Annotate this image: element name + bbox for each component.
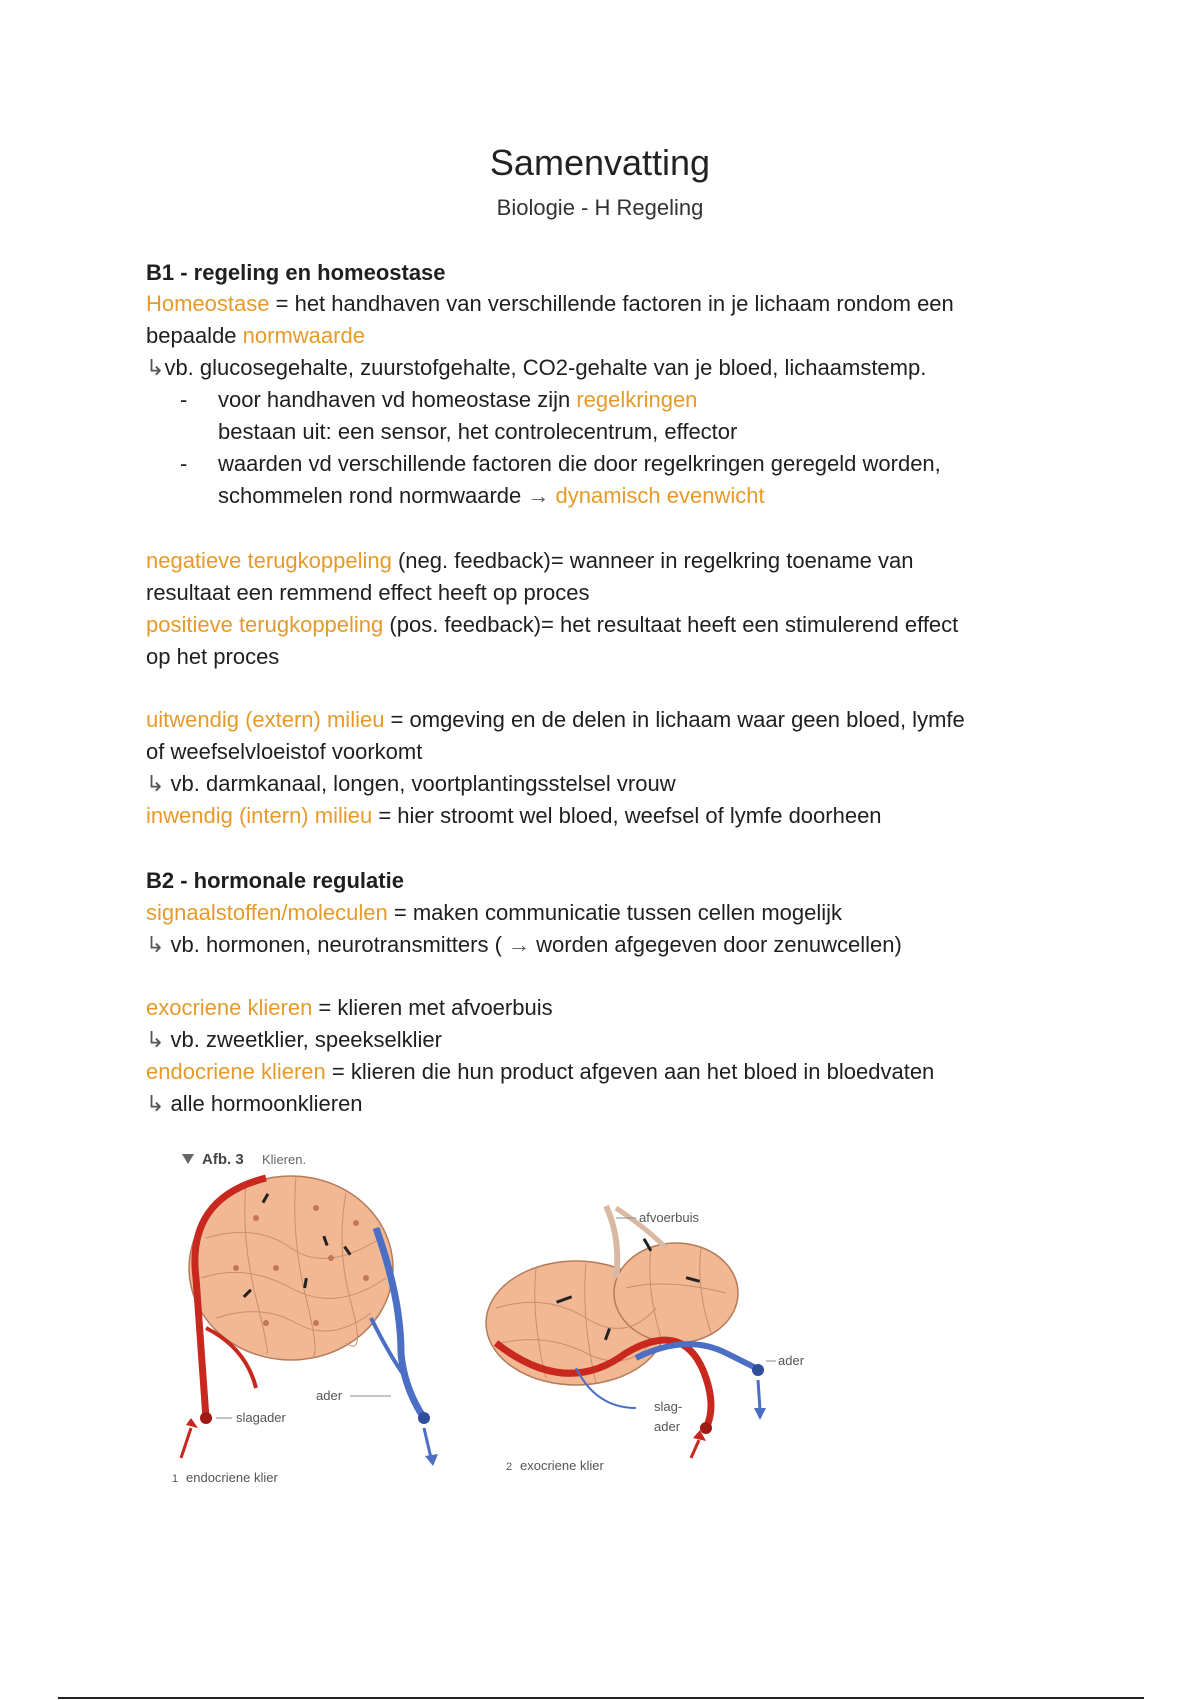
highlight-term: dynamisch evenwicht (555, 483, 765, 508)
label-afvoerbuis: afvoerbuis (639, 1210, 699, 1225)
text-line (146, 320, 365, 352)
text-line (218, 384, 697, 416)
section-heading-b2: B2 - hormonale regulatie (146, 868, 404, 893)
text-line (218, 480, 765, 512)
return-arrow-icon: ↳ (146, 771, 165, 796)
text-span: = klieren die hun product afgeven aan het bloed in bloedvaten (325, 1059, 935, 1084)
caption-number-1: 1 (172, 1473, 179, 1485)
text-span: (neg. feedback)= wanneer in regelkring toename van (391, 548, 914, 573)
return-arrow-icon: ↳ (146, 1091, 165, 1116)
highlight-term: positieve terugkoppeling (146, 612, 384, 637)
bullet-dash: - (180, 387, 188, 412)
return-arrow-icon: ↳ (146, 355, 165, 380)
text-span: vb. glucosegehalte, zuurstofgehalte, CO2-gehalte van je bloed, lichaamstemp. (164, 355, 927, 380)
text-line (146, 1024, 442, 1056)
text-line (146, 352, 926, 384)
text-span: (pos. feedback)= het resultaat heeft een stimulerend effect (383, 612, 959, 637)
text-span: vb. hormonen, neurotransmitters ( (164, 932, 509, 957)
caption-number-2: 2 (506, 1461, 513, 1473)
caption-endocrine: endocriene klier (186, 1470, 278, 1485)
label-ader-2: ader (778, 1353, 805, 1368)
right-arrow-icon: → (508, 932, 531, 957)
text-line: waarden vd verschillende factoren die door regelkringen geregeld worden, (218, 451, 941, 476)
caption-triangle-icon (182, 1154, 194, 1164)
text-line (146, 1056, 934, 1088)
bullet-dash: - (180, 451, 188, 476)
text-line (146, 609, 958, 641)
endocrine-gland-drawing (172, 1176, 438, 1485)
text-line (146, 897, 842, 929)
text-line (146, 704, 965, 736)
text-span: bepaalde (146, 323, 243, 348)
text-line (146, 929, 902, 961)
highlight-term: endocriene klieren (146, 1059, 326, 1084)
highlight-term: inwendig (intern) milieu (146, 803, 373, 828)
text-line: op het proces (146, 644, 280, 669)
exocrine-gland-drawing (486, 1206, 805, 1473)
text-span: worden afgegeven door zenuwcellen) (530, 932, 902, 957)
highlight-term: exocriene klieren (146, 995, 313, 1020)
text-span: alle hormoonklieren (164, 1091, 363, 1116)
text-span: = het handhaven van verschillende factoren in je lichaam rondom een (269, 291, 954, 316)
page-subtitle: Biologie - H Regeling (496, 195, 704, 220)
return-arrow-icon: ↳ (146, 1027, 165, 1052)
text-line: resultaat een remmend effect heeft op proces (146, 580, 590, 605)
text-span: = klieren met afvoerbuis (312, 995, 553, 1020)
figure-caption: Klieren. (262, 1152, 307, 1167)
text-span: schommelen rond normwaarde (218, 483, 528, 508)
text-line (146, 992, 553, 1024)
caption-exocrine: exocriene klier (520, 1458, 604, 1473)
text-span: = maken communicatie tussen cellen mogelijk (387, 900, 843, 925)
highlight-term: negatieve terugkoppeling (146, 548, 392, 573)
label-ader-1: ader (316, 1388, 343, 1403)
figure-caption-number: Afb. 3 (202, 1151, 244, 1168)
highlight-term: normwaarde (242, 323, 365, 348)
section-heading-b1: B1 - regeling en homeostase (146, 260, 446, 285)
highlight-term: Homeostase (146, 291, 270, 316)
text-span: = hier stroomt wel bloed, weefsel of lymfe doorheen (372, 803, 882, 828)
text-span: voor handhaven vd homeostase zijn (218, 387, 577, 412)
text-line (146, 800, 882, 832)
highlight-term: regelkringen (576, 387, 698, 412)
label-ader-part: ader (654, 1419, 681, 1434)
text-span: vb. darmkanaal, longen, voortplantingsstelsel vrouw (164, 771, 676, 796)
text-line (146, 768, 676, 800)
text-line (146, 1088, 363, 1120)
text-line (146, 545, 913, 577)
text-span: vb. zweetklier, speekselklier (164, 1027, 442, 1052)
gland-illustration (146, 1128, 866, 1500)
highlight-term: signaalstoffen/moleculen (146, 900, 388, 925)
right-arrow-icon: → (527, 483, 550, 508)
footer-divider (58, 1697, 1144, 1699)
text-line: bestaan uit: een sensor, het controlecentrum, effector (218, 419, 738, 444)
page-title: Samenvatting (489, 142, 711, 183)
highlight-term: uitwendig (extern) milieu (146, 707, 385, 732)
text-span: = omgeving en de delen in lichaam waar geen bloed, lymfe (384, 707, 965, 732)
label-slag: slag- (654, 1399, 683, 1414)
text-line (146, 288, 954, 320)
label-slagader-1: slagader (236, 1410, 286, 1425)
text-line: of weefselvloeistof voorkomt (146, 739, 423, 764)
return-arrow-icon: ↳ (146, 932, 165, 957)
